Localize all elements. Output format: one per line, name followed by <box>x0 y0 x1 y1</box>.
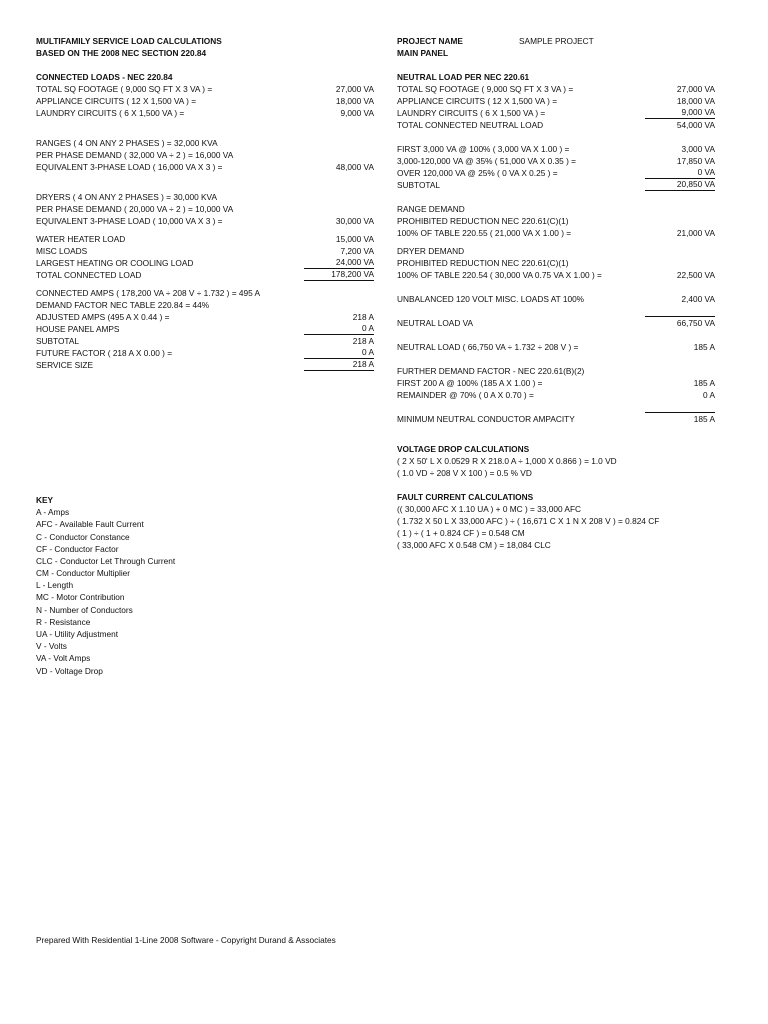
calc-row <box>36 107 374 119</box>
calc-label: SUBTOTAL <box>36 336 80 346</box>
calc-value: 2,400 VA <box>681 294 715 304</box>
calc-label: EQUIVALENT 3-PHASE LOAD ( 10,000 VA X 3 ) = <box>36 216 223 226</box>
calc-row <box>36 161 374 173</box>
calc-value: 18,000 VA <box>335 96 374 106</box>
calc-row <box>36 203 374 215</box>
service-size-row <box>36 359 374 371</box>
neutral-load-header <box>397 71 715 83</box>
voltage-drop-header <box>397 443 715 455</box>
key-item <box>36 665 175 677</box>
key-item <box>36 555 175 567</box>
key-item <box>36 543 175 555</box>
key-text: VA - Volt Amps <box>36 653 91 664</box>
calc-label: APPLIANCE CIRCUITS ( 12 X 1,500 VA ) = <box>397 96 558 106</box>
doc-title-line-1: MULTIFAMILY SERVICE LOAD CALCULATIONS <box>36 36 222 46</box>
key-item <box>36 531 175 543</box>
min-neutral-value: 185 A <box>645 412 715 425</box>
calc-value: 27,000 VA <box>676 84 715 94</box>
panel-name-label: MAIN PANEL <box>397 48 449 58</box>
calc-label: NEUTRAL LOAD VA <box>397 318 474 328</box>
unbalanced-row <box>397 293 715 305</box>
key-text: R - Resistance <box>36 616 91 627</box>
doc-title-line-2: BASED ON THE 2008 NEC SECTION 220.84 <box>36 48 207 58</box>
calc-value: 0 A <box>703 390 715 400</box>
calc-value: 15,000 VA <box>335 234 374 244</box>
calc-label: DRYERS ( 4 ON ANY 2 PHASES ) = 30,000 KVA <box>36 192 217 202</box>
calc-value: 185 A <box>693 378 715 388</box>
total-connected-load-value: 178,200 VA <box>304 268 374 281</box>
key-header <box>36 494 175 506</box>
total-row <box>36 269 374 281</box>
project-name-label: PROJECT NAME <box>397 36 463 46</box>
calc-label: PROHIBITED REDUCTION NEC 220.61(C)(1) <box>397 216 569 226</box>
neutral-load-row <box>397 341 715 353</box>
calc-value: 27,000 VA <box>335 84 374 94</box>
calc-value: 218 A <box>352 312 374 322</box>
key-item <box>36 604 175 616</box>
section-header: VOLTAGE DROP CALCULATIONS <box>397 444 530 454</box>
key-text: V - Volts <box>36 641 67 652</box>
calc-label: RANGES ( 4 ON ANY 2 PHASES ) = 32,000 KVA <box>36 138 218 148</box>
calc-label: REMAINDER @ 70% ( 0 A X 0.70 ) = <box>397 390 534 400</box>
calc-row <box>36 95 374 107</box>
formula-text: ( 1 ) ÷ ( 1 + 0.824 CF ) = 0.548 CM <box>397 528 525 538</box>
calc-label: LAUNDRY CIRCUITS ( 6 X 1,500 VA ) = <box>36 108 185 118</box>
key-text: CF - Conductor Factor <box>36 543 119 554</box>
calc-value: 7,200 VA <box>340 246 374 256</box>
section-header: FAULT CURRENT CALCULATIONS <box>397 492 534 502</box>
key-item <box>36 579 175 591</box>
calc-row <box>36 149 374 161</box>
calc-row <box>397 215 715 227</box>
key-text: UA - Utility Adjustment <box>36 629 119 640</box>
section-header: NEUTRAL LOAD PER NEC 220.61 <box>397 72 530 82</box>
subtotal-value: 20,850 VA <box>645 178 715 191</box>
calc-label: TOTAL CONNECTED LOAD <box>36 270 142 280</box>
key-text: CLC - Conductor Let Through Current <box>36 555 176 566</box>
formula-line <box>397 455 715 467</box>
key-text: VD - Voltage Drop <box>36 665 103 676</box>
project-name-row <box>397 35 715 47</box>
key-title: KEY <box>36 494 54 505</box>
calc-label: UNBALANCED 120 VOLT MISC. LOADS AT 100% <box>397 294 585 304</box>
key-text: C - Conductor Constance <box>36 531 130 542</box>
calc-label: 100% OF TABLE 220.54 ( 30,000 VA 0.75 VA X 1.00 ) = <box>397 270 602 280</box>
calc-row <box>397 245 715 257</box>
key-legend <box>36 494 175 677</box>
calc-row <box>397 365 715 377</box>
key-text: N - Number of Conductors <box>36 604 133 615</box>
key-item <box>36 518 175 530</box>
calc-label: 3,000-120,000 VA @ 35% ( 51,000 VA X 0.35 ) = <box>397 156 577 166</box>
calc-label: FUTURE FACTOR ( 218 A X 0.00 ) = <box>36 348 173 358</box>
key-text: AFC - Available Fault Current <box>36 519 144 530</box>
key-item <box>36 506 175 518</box>
calc-label: CONNECTED AMPS ( 178,200 VA ÷ 208 V ÷ 1.732 ) = 495 A <box>36 288 261 298</box>
calc-label: APPLIANCE CIRCUITS ( 12 X 1,500 VA ) = <box>36 96 197 106</box>
neutral-load-column <box>397 35 715 551</box>
calc-value: 9,000 VA <box>340 108 374 118</box>
formula-text: ( 1.732 X 50 L X 33,000 AFC ) ÷ ( 16,671 C X 1 N X 208 V ) = 0.824 CF <box>397 516 660 526</box>
calc-label: FURTHER DEMAND FACTOR - NEC 220.61(B)(2) <box>397 366 585 376</box>
key-text: CM - Conductor Multiplier <box>36 568 131 579</box>
calc-row <box>397 143 715 155</box>
key-item <box>36 567 175 579</box>
calc-row <box>36 191 374 203</box>
calc-row <box>397 203 715 215</box>
calc-label: PER PHASE DEMAND ( 32,000 VA ÷ 2 ) = 16,000 VA <box>36 150 234 160</box>
calc-value: 185 A <box>693 342 715 352</box>
connected-loads-header <box>36 71 374 83</box>
calc-value: 0 A <box>304 322 374 335</box>
formula-text: ( 1.0 VD ÷ 208 V X 100 ) = 0.5 % VD <box>397 468 532 478</box>
calc-label: OVER 120,000 VA @ 25% ( 0 VA X 0.25 ) = <box>397 168 558 178</box>
calc-label: HOUSE PANEL AMPS <box>36 324 120 334</box>
calc-row <box>36 215 374 227</box>
subtotal-row <box>397 179 715 191</box>
calc-label: 100% OF TABLE 220.55 ( 21,000 VA X 1.00 ) = <box>397 228 572 238</box>
calc-label: EQUIVALENT 3-PHASE LOAD ( 16,000 VA X 3 ) = <box>36 162 223 172</box>
key-item <box>36 592 175 604</box>
calc-label: LAUNDRY CIRCUITS ( 6 X 1,500 VA ) = <box>397 108 546 118</box>
calc-row <box>36 233 374 245</box>
calc-value: 218 A <box>352 336 374 346</box>
service-size-value: 218 A <box>304 358 374 371</box>
service-load-column <box>36 35 374 371</box>
total-neutral-value: 54,000 VA <box>676 120 715 130</box>
calc-row <box>36 299 374 311</box>
formula-line <box>397 527 715 539</box>
calc-label: TOTAL SQ FOOTAGE ( 9,000 SQ FT X 3 VA ) = <box>397 84 574 94</box>
calc-label: WATER HEATER LOAD <box>36 234 126 244</box>
calc-label: TOTAL SQ FOOTAGE ( 9,000 SQ FT X 3 VA ) = <box>36 84 213 94</box>
calc-label: DEMAND FACTOR NEC TABLE 220.84 = 44% <box>36 300 210 310</box>
calc-label: LARGEST HEATING OR COOLING LOAD <box>36 258 194 268</box>
formula-line <box>397 467 715 479</box>
calc-label: FIRST 200 A @ 100% (185 A X 1.00 ) = <box>397 378 543 388</box>
calc-row <box>397 227 715 239</box>
calc-label: PROHIBITED REDUCTION NEC 220.61(C)(1) <box>397 258 569 268</box>
key-item <box>36 616 175 628</box>
calc-label: FIRST 3,000 VA @ 100% ( 3,000 VA X 1.00 ) = <box>397 144 570 154</box>
calc-row <box>397 389 715 401</box>
total-row <box>397 119 715 131</box>
calc-row <box>397 83 715 95</box>
calc-label: MISC LOADS <box>36 246 88 256</box>
calc-value: 18,000 VA <box>676 96 715 106</box>
formula-text: ( 2 X 50' L X 0.0529 R X 218.0 A ÷ 1,000 X 0.866 ) = 1.0 VD <box>397 456 617 466</box>
neutral-va-value: 66,750 VA <box>645 316 715 329</box>
calc-row <box>397 269 715 281</box>
calc-row <box>36 83 374 95</box>
calc-value: 21,000 VA <box>676 228 715 238</box>
calc-row <box>397 377 715 389</box>
calc-value: 0 VA <box>645 166 715 179</box>
calc-row <box>36 323 374 335</box>
calc-label: SUBTOTAL <box>397 180 441 190</box>
calc-row <box>36 287 374 299</box>
key-text: MC - Motor Contribution <box>36 592 125 603</box>
calc-value: 30,000 VA <box>335 216 374 226</box>
calc-value: 0 A <box>304 346 374 359</box>
calc-label: DRYER DEMAND <box>397 246 465 256</box>
section-header: CONNECTED LOADS - NEC 220.84 <box>36 72 173 82</box>
calc-value: 48,000 VA <box>335 162 374 172</box>
min-neutral-row <box>397 413 715 425</box>
doc-title <box>36 35 374 47</box>
key-item <box>36 628 175 640</box>
panel-name <box>397 47 715 59</box>
formula-line <box>397 515 715 527</box>
calc-label: ADJUSTED AMPS (495 A X 0.44 ) = <box>36 312 170 322</box>
neutral-va-row <box>397 317 715 329</box>
doc-subtitle <box>36 47 374 59</box>
calc-label: RANGE DEMAND <box>397 204 465 214</box>
key-text: A - Amps <box>36 507 70 518</box>
calc-value: 22,500 VA <box>676 270 715 280</box>
calc-value: 9,000 VA <box>645 106 715 119</box>
calc-row <box>397 257 715 269</box>
calc-label: NEUTRAL LOAD ( 66,750 VA ÷ 1.732 ÷ 208 V ) = <box>397 342 579 352</box>
calc-label: MINIMUM NEUTRAL CONDUCTOR AMPACITY <box>397 414 575 424</box>
calc-label: TOTAL CONNECTED NEUTRAL LOAD <box>397 120 544 130</box>
key-item <box>36 652 175 664</box>
key-text: L - Length <box>36 580 74 591</box>
calc-label: PER PHASE DEMAND ( 20,000 VA ÷ 2 ) = 10,000 VA <box>36 204 234 214</box>
formula-text: (( 30,000 AFC X 1.10 UA ) + 0 MC ) = 33,000 AFC <box>397 504 582 514</box>
footer-credit: Prepared With Residential 1-Line 2008 Software - Copyright Durand & Associates <box>36 935 336 945</box>
calc-value: 17,850 VA <box>676 156 715 166</box>
formula-text: ( 33,000 AFC X 0.548 CM ) = 18,084 CLC <box>397 540 551 550</box>
calc-value: 24,000 VA <box>304 256 374 269</box>
calc-value: 3,000 VA <box>681 144 715 154</box>
key-item <box>36 640 175 652</box>
calc-label: SERVICE SIZE <box>36 360 94 370</box>
formula-line <box>397 503 715 515</box>
formula-line <box>397 539 715 551</box>
project-name-value: SAMPLE PROJECT <box>519 36 594 46</box>
calc-row <box>36 137 374 149</box>
fault-current-header <box>397 491 715 503</box>
calc-row <box>397 107 715 119</box>
